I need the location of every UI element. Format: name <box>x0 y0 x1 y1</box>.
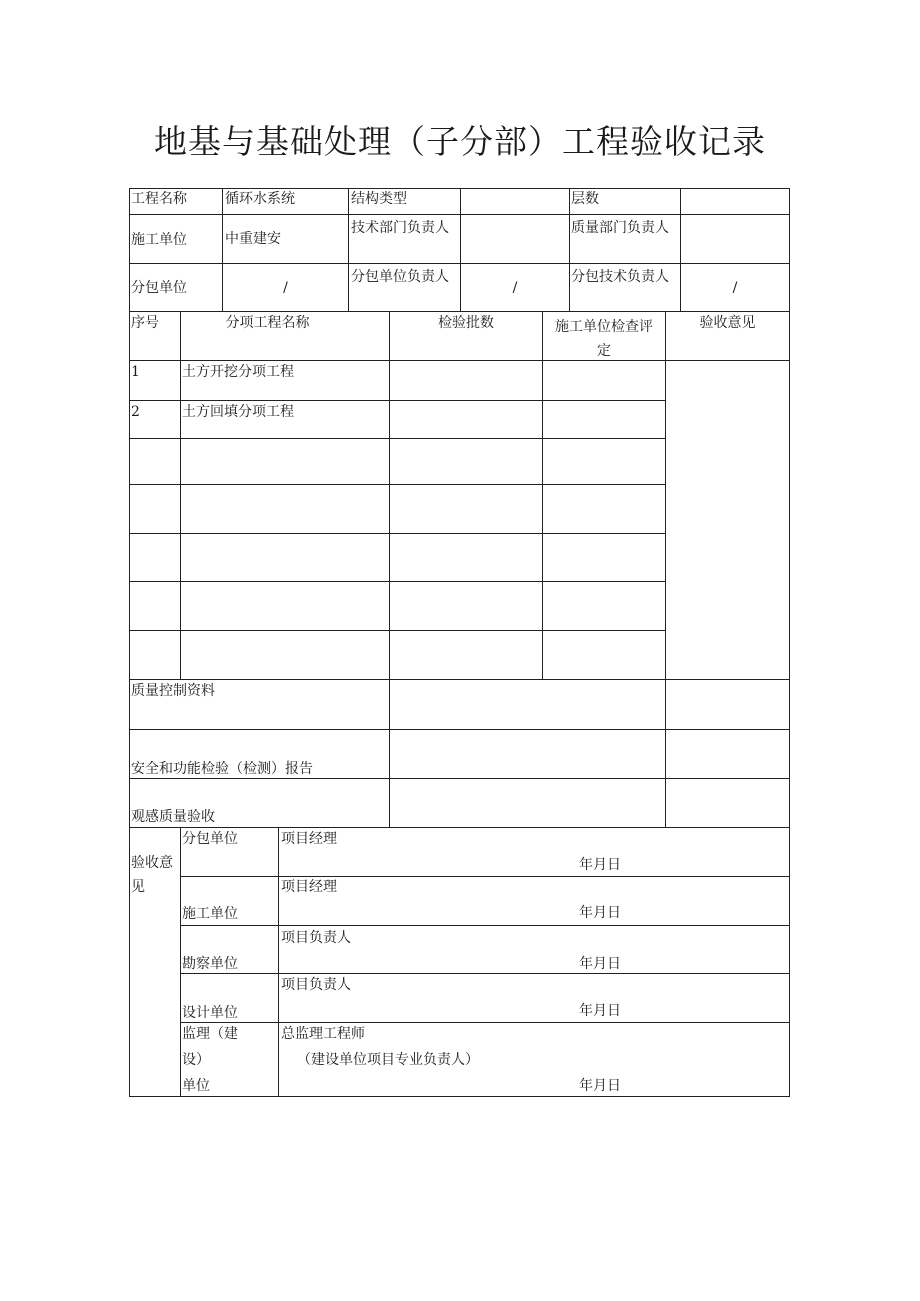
contractor-unit-label: 施工单位 <box>182 906 238 922</box>
appearance-opinion-cell[interactable] <box>665 778 790 828</box>
tech-head-label: 技术部门负责人 <box>351 220 449 236</box>
safety-report-value-cell[interactable] <box>389 729 666 779</box>
design-unit-label: 设计单位 <box>182 1005 238 1021</box>
supervision-unit-label-3: 单位 <box>182 1078 210 1094</box>
contractor-label: 施工单位 <box>131 232 187 248</box>
acceptance-label-2: 见 <box>131 879 145 895</box>
item-row-4-no[interactable] <box>129 484 181 534</box>
supervision-role-2: （建设单位项目专业负责人） <box>297 1052 479 1068</box>
supervision-date: 年月日 <box>579 1078 621 1094</box>
col-opinion-label: 验收意见 <box>699 315 756 331</box>
sub-tech-head-value: / <box>732 280 738 296</box>
item-row-6-check[interactable] <box>542 581 666 631</box>
quality-head-value-cell[interactable] <box>680 214 790 264</box>
item-row-3-no[interactable] <box>129 438 181 485</box>
supervision-unit-label-1: 监理（建 <box>182 1026 238 1042</box>
item-row-2-check[interactable] <box>542 400 666 439</box>
structure-type-value-cell[interactable] <box>460 188 570 215</box>
item-row-4-name[interactable] <box>180 484 390 534</box>
appearance-label: 观感质量验收 <box>131 809 215 825</box>
project-name-label: 工程名称 <box>131 191 187 207</box>
subcontractor-value: / <box>283 280 288 296</box>
item-row-7-check[interactable] <box>542 630 666 680</box>
item-2-no: 2 <box>131 404 140 420</box>
item-row-4-check[interactable] <box>542 484 666 534</box>
sub-head-value: / <box>512 280 518 296</box>
sub-head-label: 分包单位负责人 <box>351 269 449 285</box>
contractor-unit-date: 年月日 <box>579 905 621 921</box>
item-row-5-name[interactable] <box>180 533 390 582</box>
items-opinion-cell[interactable] <box>665 360 790 680</box>
item-row-5-batches[interactable] <box>389 533 543 582</box>
item-2-name: 土方回填分项工程 <box>182 404 294 420</box>
item-row-6-batches[interactable] <box>389 581 543 631</box>
col-batches-label: 检验批数 <box>438 315 494 331</box>
item-row-5-no[interactable] <box>129 533 181 582</box>
safety-report-opinion-cell[interactable] <box>665 729 790 779</box>
sub-unit-role: 项目经理 <box>281 831 337 847</box>
col-no-label: 序号 <box>131 315 159 331</box>
survey-unit-label: 勘察单位 <box>182 956 238 972</box>
supervision-role: 总监理工程师 <box>281 1026 365 1042</box>
contractor-value: 中重建安 <box>225 231 281 247</box>
contractor-unit-role: 项目经理 <box>281 879 337 895</box>
acceptance-label-1: 验收意 <box>131 855 173 871</box>
survey-unit-date: 年月日 <box>579 956 621 972</box>
subcontractor-label: 分包单位 <box>131 280 187 296</box>
design-unit-role: 项目负责人 <box>281 977 351 993</box>
project-name-value: 循环水系统 <box>225 191 295 207</box>
floors-label: 层数 <box>571 191 599 207</box>
item-1-name: 土方开挖分项工程 <box>182 364 294 380</box>
structure-type-label: 结构类型 <box>351 191 407 207</box>
item-row-7-no[interactable] <box>129 630 181 680</box>
quality-docs-opinion-cell[interactable] <box>665 679 790 730</box>
safety-report-label: 安全和功能检验（检测）报告 <box>131 761 313 777</box>
page-title: 地基与基础处理（子分部）工程验收记录 <box>154 122 766 161</box>
item-row-5-check[interactable] <box>542 533 666 582</box>
sub-unit-date: 年月日 <box>579 857 621 873</box>
item-row-7-batches[interactable] <box>389 630 543 680</box>
survey-unit-sign-cell[interactable] <box>278 925 790 974</box>
item-row-4-batches[interactable] <box>389 484 543 534</box>
item-row-2-batches[interactable] <box>389 400 543 439</box>
sub-unit-label: 分包单位 <box>182 831 238 847</box>
appearance-value-cell[interactable] <box>389 778 666 828</box>
col-name-label: 分项工程名称 <box>225 315 310 331</box>
item-row-6-name[interactable] <box>180 581 390 631</box>
floors-value-cell[interactable] <box>680 188 790 215</box>
design-unit-sign-cell[interactable] <box>278 973 790 1023</box>
col-check-label-2: 定 <box>597 343 611 359</box>
item-row-7-name[interactable] <box>180 630 390 680</box>
item-row-3-name[interactable] <box>180 438 390 485</box>
item-row-6-no[interactable] <box>129 581 181 631</box>
quality-docs-value-cell[interactable] <box>389 679 666 730</box>
tech-head-value-cell[interactable] <box>460 214 570 264</box>
contractor-unit-sign-cell[interactable] <box>278 876 790 926</box>
quality-docs-label: 质量控制资料 <box>131 683 215 699</box>
item-row-3-batches[interactable] <box>389 438 543 485</box>
item-row-3-check[interactable] <box>542 438 666 485</box>
item-row-1-check[interactable] <box>542 360 666 401</box>
design-unit-date: 年月日 <box>579 1003 621 1019</box>
item-row-1-batches[interactable] <box>389 360 543 401</box>
survey-unit-role: 项目负责人 <box>281 930 351 946</box>
supervision-unit-label-2: 设） <box>182 1052 210 1068</box>
item-1-no: 1 <box>131 364 140 380</box>
sub-tech-head-label: 分包技术负责人 <box>571 269 669 285</box>
sub-unit-sign-cell[interactable] <box>278 827 790 877</box>
col-check-label-1: 施工单位检查评 <box>555 319 653 335</box>
quality-head-label: 质量部门负责人 <box>571 220 669 236</box>
